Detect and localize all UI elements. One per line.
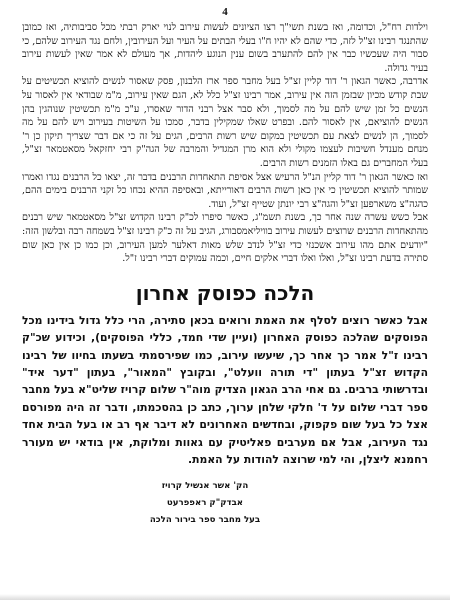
paragraph: אבל כשש עשרה שנה אחר כך, בשנת תשמ"ג, כאשר סיפרו לכ"ק רבינו הקדוש זצ"ל מסאטמאר שיש רבנים מהתאחדות הרבנים שרוצים לעשות עירוב בוויליאמסבורג, הגיב על זה כ"ק רבינו זצ"ל בשמחה רבה ובלשון הזה: "יודעים אתם מהו עירוב אשכנזי כדי זצ"ל לנדב שלש מאות דאלער למען העירוב, וכן כמו כן אין כאן שום סתירה בדעת רבינו זצ"ל, ואלו ואלו דברי אלקים חיים, וכמה עמוקים דברי רבינו ז"ל. xyxy=(22,212,428,265)
section-text xyxy=(22,312,428,469)
section-heading: הלכה כפוסק אחרון xyxy=(135,280,315,305)
paragraph: אבל כאשר רוצים לסלף את האמת ורואים בכאן סתירה, הרי כלל גדול בידינו מכל הפוסקים שהלכה כפוסק האחרון (ועיין שדי חמד, כללי הפוסקים), וכידוע שכ"ק רבינו ז"ל אמר כך אחר כך, שיעשו עירוב, כמו שפירסמתי בשעתו בחיוו של רבינו הקדוש זצ"ל בעתון "די תורה וועלט", ובקובץ "המאור", בעתון "דער איד" ובדרשותי ברבים. גם אחי הרב הגאון הצדיק מוה"ר שלום קרויז שליט"א בעל מחבר ספר דברי שלום על ד' חלקי שלחן ערוך, כתב כן בהסכמתו, ודבר זה היה מפורסם אצל כל בעל שום פקפוק, ובחדשים האחרונים לא דיבר אף רב או בעל הבית אחד נגד העירוב, אבל אם מערבים פאליטיק עם גאוות ומלוקת, אין בודאי יש מעורר רחמנא ליצלן, והי למי שרוצה להודות על האמת. xyxy=(22,313,428,466)
paragraph: וילדות רח"ל, וכדומה, ואז בשנת תשי"ך רצו הציונים לעשות עירוב לנוי יארק רבתי מכל סביבותיה, ואז כמובן שהתנגד רבינו זצ"ל לזה, כדי שהם לא יהיו ח"ו בעלי הבתים על העיר ועל העירובין, ולחם נגד העירוב שלהם, כי סבור היה שעכשיו כבר אין להם להתערב בשום ענין הנוגע ליהדות, אך מעולם לא אמר שאין לעשות עירוב בעיר גדולה. xyxy=(22,22,428,74)
page-number: 4 xyxy=(222,6,228,18)
signature-name: הק' אשר אנשיל קרויז xyxy=(161,481,249,492)
signature-title: אבדק"ק ראפפרעט xyxy=(166,498,244,509)
body-text xyxy=(22,21,428,266)
signature-block xyxy=(22,478,388,529)
signature-credit: בעל מחבר ספר בירור הלכה xyxy=(149,515,261,526)
paragraph: ואז כאשר הגאון ר' דוד קליין הנ"ל הרעיש אצל אסיפת התאחדות הרבנים בדבר זה, יצאו כל הרבנים נגדו ואמרו שמותר להוציא תכשיטין כי אין כאן רשות הרבים דאורייתא, ובאסיפה ההיא נכחו כל זקני הרבנים בימים ההם, כהגה"צ משארפען זצ"ל והגה"צ רבי יונתן שטייף זצ"ל, ועוד. xyxy=(22,171,428,210)
paragraph: אדרבה, כאשר הגאון ר' דוד קליין זצ"ל בעל מחבר ספר ארז הלבנון, פסק שאסור לנשים להוציא תכשיטים על שבת קודש מכיון שבזמן הזה אין עירוב, אמר רבינו זצ"ל כלל לא, הגם שאין עירוב, מ"מ שבודאי אין לאסור על הנשים כל זמן שיש להם על מה לסמוך, ולא סבר אצל רבני הדור שאסרו, ע"כ מ"מ תכשיטין שנוהגין בהן הנשים להוציאם, אין לאסור להם. ובפרט שאלו שמקילין בדבר, סמכו על השיטות בעירוב ויש להם על מה לסמוך, הן לנשים לצאת עם תכשיטין במקום שיש רשות הרבים, הגים על זה כי אם דבר שצריך תיקון כן ר' מנחם מענדל חשיבות לעצמו מקולי ולא הוא מרן המגדיל והמרבה של הגה"ק רבי יחזקאל מסאטמאר זצ"ל, בעלי המחברים גם באלו הזמנים רשות הרבים. xyxy=(22,76,428,169)
scan-edge xyxy=(0,594,450,600)
